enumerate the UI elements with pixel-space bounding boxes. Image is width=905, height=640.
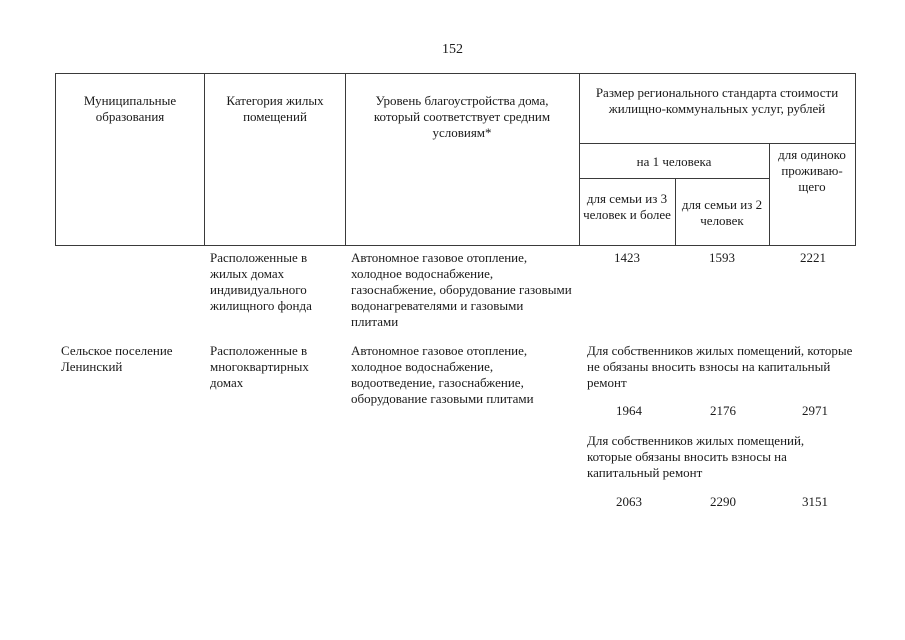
table-top-border bbox=[55, 73, 855, 74]
row2-municipality: Сельское поселение Ленинский bbox=[61, 343, 173, 374]
col-divider-5 bbox=[769, 143, 770, 246]
row2-obliged-family2: 2290 bbox=[710, 494, 736, 509]
header-per-person: на 1 человека bbox=[636, 154, 712, 169]
row2-note-not-obliged: Для собственников жилых помещений, которые не обязаны вносить взносы на капитальный ремонт bbox=[587, 343, 853, 390]
header-bottom-border bbox=[55, 245, 855, 246]
per-person-top-border bbox=[579, 143, 855, 144]
row1-level: Автономное газовое отопление, холодное водоснабжение, газоснабжение, оборудование газовыми водонагревателями и газовыми плитами bbox=[351, 250, 572, 329]
col-divider-1 bbox=[204, 73, 205, 246]
row1-value-single: 2221 bbox=[800, 250, 826, 265]
row1-value-family2: 1593 bbox=[709, 250, 735, 265]
row2-category: Расположенные в многоквартирных домах bbox=[210, 343, 309, 390]
row2-not-obliged-family3: 1964 bbox=[616, 403, 642, 418]
page-number: 152 bbox=[442, 42, 463, 57]
header-family3: для семьи из 3 человек и более bbox=[583, 191, 671, 222]
col-divider-2 bbox=[345, 73, 346, 246]
header-single: для одиноко проживаю-щего bbox=[778, 147, 846, 194]
table-right-border bbox=[855, 73, 856, 246]
col-divider-3 bbox=[579, 73, 580, 246]
header-family2: для семьи из 2 человек bbox=[681, 197, 763, 228]
header-category: Категория жилых помещений bbox=[226, 93, 324, 124]
col-divider-4 bbox=[675, 178, 676, 246]
family-top-border bbox=[579, 178, 769, 179]
row2-obliged-family3: 2063 bbox=[616, 494, 642, 509]
header-level: Уровень благоустройства дома, который соответствует средним условиям* bbox=[373, 93, 551, 140]
row2-not-obliged-family2: 2176 bbox=[710, 403, 736, 418]
row2-note-obliged: Для собственников жилых помещений, которые обязаны вносить взносы на капитальный ремонт bbox=[587, 433, 805, 480]
table-left-border bbox=[55, 73, 56, 246]
row1-value-family3: 1423 bbox=[614, 250, 640, 265]
header-standard: Размер регионального стандарта стоимости жилищно-коммунальных услуг, рублей bbox=[595, 85, 839, 116]
header-municipality: Муниципальные образования bbox=[83, 93, 177, 124]
row2-not-obliged-single: 2971 bbox=[802, 403, 828, 418]
row1-category: Расположенные в жилых домах индивидуального жилищного фонда bbox=[210, 250, 312, 313]
row2-level: Автономное газовое отопление, холодное водоснабжение, водоотведение, газоснабжение, оборудование газовыми плитами bbox=[351, 343, 534, 406]
row2-obliged-single: 3151 bbox=[802, 494, 828, 509]
